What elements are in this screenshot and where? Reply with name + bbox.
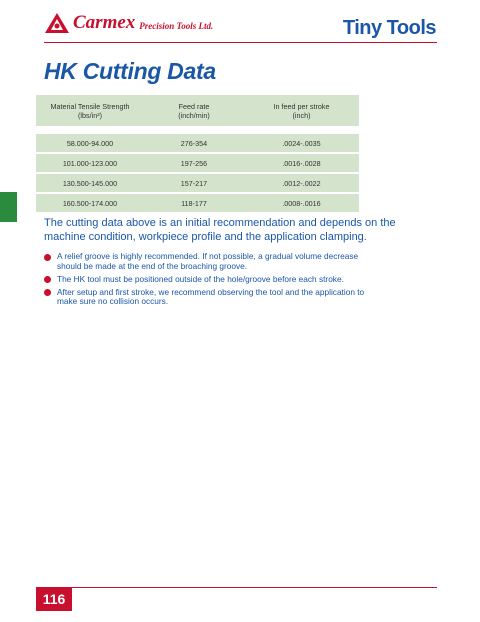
table-cell: 130.500-145.000 [62, 178, 118, 188]
table-cell: .0016-.0028 [282, 158, 321, 168]
side-tab-marker [0, 192, 17, 222]
table-cell: 58.000-94.000 [66, 138, 114, 148]
intro-paragraph: The cutting data above is an initial recommendation and depends on the machine condition, workpiece profile and the application clamping. [44, 217, 396, 243]
table-header [36, 95, 359, 126]
list-item: After setup and first stroke, we recommend observing the tool and the application to make sure no collision occurs. [44, 288, 384, 307]
list-item: The HK tool must be positioned outside of the hole/groove before each stroke. [44, 275, 384, 285]
bullet-dot-icon [44, 289, 51, 296]
table-cell: .0024-.0035 [282, 138, 321, 148]
cutting-data-table [36, 95, 359, 212]
page-number: 116 [36, 587, 72, 611]
carmex-logo-icon [44, 12, 70, 34]
footer-divider [36, 587, 437, 588]
brand-name: Carmex [73, 12, 136, 33]
recommendation-list [44, 252, 384, 310]
section-title: Tiny Tools [342, 17, 436, 39]
bullet-dot-icon [44, 254, 51, 261]
header-divider [44, 42, 437, 43]
table-cell: .0008-.0016 [282, 198, 321, 208]
table-cell: 276-354 [180, 138, 208, 148]
header-cell: Feed rate (inch/min) [178, 101, 210, 120]
table-row [36, 174, 359, 192]
table-cell: 118-177 [181, 198, 207, 208]
carmex-logo [44, 12, 213, 34]
bullet-dot-icon [44, 276, 51, 283]
table-row [36, 134, 359, 152]
brand-subtitle: Precision Tools Ltd. [139, 21, 214, 31]
table-row [36, 194, 359, 212]
page-title: HK Cutting Data [44, 58, 216, 84]
list-item: A relief groove is highly recommended. If not possible, a gradual volume decrease should be made at the end of the broaching groove. [44, 252, 384, 271]
table-row [36, 154, 359, 172]
table-cell: 101.000-123.000 [62, 158, 118, 168]
table-cell: 160.500-174.000 [62, 198, 118, 208]
table-cell: 197-256 [180, 158, 208, 168]
page-header [0, 0, 480, 46]
header-cell: Material Tensile Strength (lbs/in²) [50, 101, 130, 120]
table-cell: 157-217 [180, 178, 208, 188]
table-cell: .0012-.0022 [282, 178, 321, 188]
header-cell: In feed per stroke (inch) [273, 101, 330, 120]
